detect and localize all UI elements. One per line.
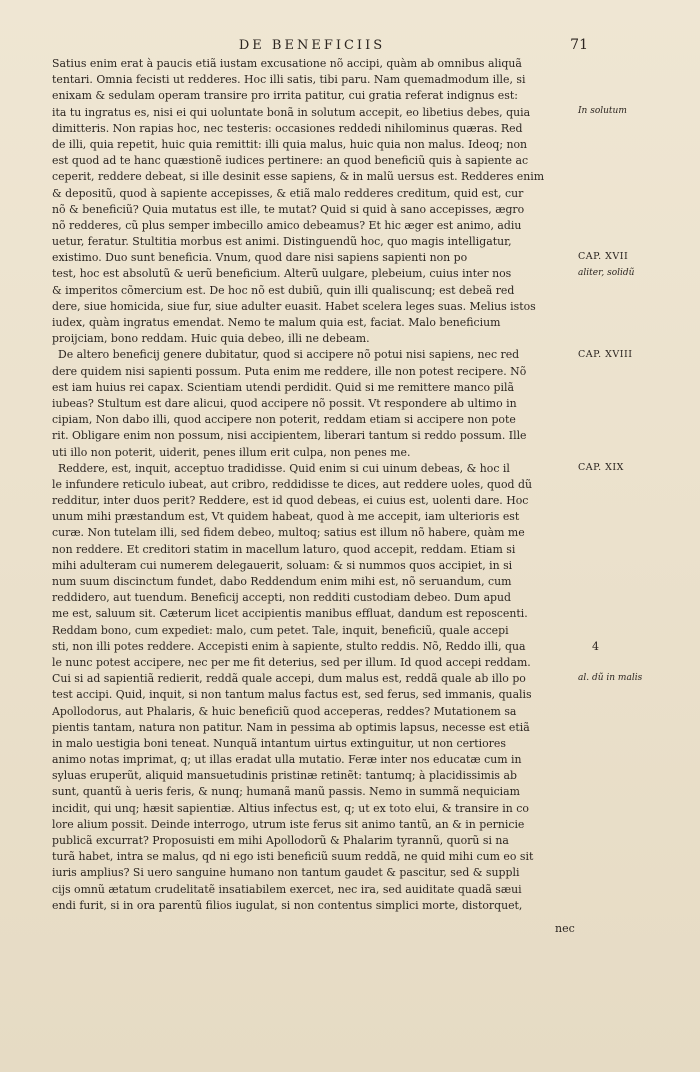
text-line: nõ & beneficiũ? Quia mutatus est ille, te mutat? Quid si quid à sano accepisses, ægro [52, 202, 525, 216]
page-number: 71 [570, 37, 588, 53]
text-line: num suum discinctum fundet, dabo Reddendum enim mihi est, nõ seruandum, cum [52, 575, 512, 588]
text-line: in malo uestigia boni teneat. Nunquã intantum uirtus extinguitur, ut non certiores [52, 736, 506, 750]
text-line: existimo. Duo sunt beneficia. Vnum, quod dare nisi sapiens sapienti non po [52, 251, 468, 265]
text-line: est iam huius rei capax. Scientiam utendi perdidit. Quid si me remittere manco pilã [52, 380, 514, 394]
text-line: tentari. Omnia fecisti ut redderes. Hoc illi satis, tibi paru. Nam quemadmodum ille, si [52, 73, 526, 87]
text-line: mihi adulteram cui numerem delegauerit, soluam: & si nummos quos accipiet, in si [52, 558, 513, 572]
text-line: ita tu ingratus es, nisi ei qui uoluntate bonã in solutum accepit, eo libetius debes, quia [52, 105, 531, 119]
text-line: est quod ad te hanc quæstionẽ iudices pertinere: an quod beneficiũ quis à sapiente ac [52, 154, 529, 168]
text-line: iubeas? Stultum est dare alicui, quod accipere nõ possit. Vt respondere ab ultimo in [52, 396, 517, 410]
text-line: publicã excurrat? Proposuisti em mihi Apollodorũ & Phalarim tyrannũ, quorũ si na [52, 834, 509, 847]
text-line: nõ redderes, cũ plus semper imbecillo amico debeamus? Et hic æger est animo, adiu [52, 218, 522, 232]
text-line: Reddam bono, cum expediet: malo, cum petet. Tale, inquit, beneficiũ, quale accepi [52, 623, 509, 637]
margin-note: aliter, solidũ [578, 267, 635, 278]
text-line: turã habet, intra se malus, qd ni ego isti beneficiũ suum reddã, ne quid mihi cum eo sit [52, 850, 534, 864]
text-line: & depositũ, quod à sapiente accepisses, & etiã malo redderes creditum, quid est, cur [52, 186, 524, 200]
margin-note: al. dũ in malis [578, 672, 643, 683]
text-line: endi furit, si in ora parentũ filios iugulat, si non contentus simplici morte, distorquet, [52, 898, 523, 912]
text-line: proijciam, bono reddam. Huic quia debeo, illi ne debeam. [52, 332, 370, 346]
text-line: cipiam, Non dabo illi, quod accipere non poterit, reddam etiam si accipere non pote [52, 413, 516, 427]
text-line: de illi, quia repetit, huic quia remittit: illi quia malus, huic quia non malus. Ideoq; non [52, 137, 528, 151]
text-line: pientis tantam, natura non patitur. Nam in pessima ab optimis lapsus, necesse est etiã [52, 720, 530, 734]
text-line: curæ. Non tutelam illi, sed fidem debeo, multoq; satius est illum nõ habere, quàm me [52, 526, 525, 540]
text-line: enixam & sedulam operam transire pro irrita patitur, cui gratia referat indignus est: [52, 89, 518, 103]
text-line: me est, saluum sit. Cæterum licet accipientis manibus effluat, dandum est reposcenti. [52, 607, 528, 621]
text-line: Reddere, est, inquit, acceptuo tradidisse. Quid enim si cui uinum debeas, & hoc il [58, 461, 510, 475]
text-line: test accipi. Quid, inquit, si non tantum malus factus est, sed ferus, sed immanis, qualis [52, 688, 532, 702]
text-line: non reddere. Et creditori statim in macellum laturo, quod accepit, reddam. Etiam si [52, 542, 516, 556]
text-line: Cui si ad sapientiã redierit, reddã quale accepi, dum malus est, reddã quale ab illo po [52, 672, 526, 686]
text-line: le infundere reticulo iubeat, aut cribro, reddidisse te dices, aut reddere uoles, quod dũ [52, 477, 532, 491]
text-line: dimitteris. Non rapias hoc, nec testeris: occasiones reddedi nihilominus quæras. Red [52, 121, 523, 135]
text-line: rit. Obligare enim non possum, nisi accipientem, liberari tantum si reddo possum. Ille [52, 429, 527, 443]
text-line: sunt, quantũ à ueris feris, & nunq; humanã manũ passis. Nemo in summã nequiciam [52, 785, 520, 799]
text-line: dere quidem nisi sapienti possum. Puta enim me reddere, ille non potest recipere. Nõ [52, 364, 527, 378]
chapter-heading: CAP. XIX [578, 462, 624, 473]
text-line: syluas eruperũt, aliquid mansuetudinis pristinæ retinẽt: tantumq; à placidissimis ab [52, 769, 517, 783]
text-line: uti illo non poterit, uiderit, penes illum erit culpa, non penes me. [52, 445, 411, 459]
text-line: dere, siue homicida, siue fur, siue adulter euasit. Habet scelera leges suas. Melius istos [52, 299, 536, 313]
margin-note: In solutum [578, 105, 627, 116]
catchword: nec [555, 922, 575, 935]
text-line: test, hoc est absolutũ & uerũ beneficium. Alterũ uulgare, plebeium, cuius inter nos [52, 267, 512, 281]
text-line: iuris amplius? Si uero sanguine humano non tantum gaudet & pascitur, sed & suppli [52, 866, 520, 880]
text-line: De altero beneficij genere dubitatur, quod si accipere nõ potui nisi sapiens, nec red [58, 348, 520, 362]
text-line: incidit, qui unq; hæsit sapientiæ. Altius infectus est, q; ut ex toto elui, & transire in co [52, 801, 529, 815]
chapter-heading: CAP. XVII [578, 251, 629, 263]
text-line: uetur, feratur. Stultitia morbus est animi. Distinguendũ hoc, quo magis intelligatur, [52, 235, 512, 249]
chapter-heading: CAP. XVIII [578, 348, 633, 360]
text-line: lore alium possit. Deinde interrogo, utrum iste ferus sit animo tantũ, an & in pernicie [52, 817, 525, 831]
text-line: sti, non illi potes reddere. Accepisti enim à sapiente, stulto reddis. Nõ, Reddo illi, qua [52, 639, 526, 653]
text-line: le nunc potest accipere, nec per me fit deterius, sed per illum. Id quod accepi reddam. [52, 655, 531, 669]
margin-note: 4 [592, 640, 599, 654]
text-line: ceperit, reddere debeat, si ille desinit esse sapiens, & in malũ uersus est. Redderes enim [52, 170, 545, 184]
text-line: & imperitos cõmercium est. De hoc nõ est dubiũ, quin illi qualiscunq; est debeã red [52, 283, 515, 297]
text-line: animo notas imprimat, q; ut illas eradat ulla mutatio. Feræ inter nos educatæ cum in [52, 753, 522, 767]
text-line: reddidero, aut tuendum. Beneficij accepti, non redditi custodiam debeo. Dum apud [52, 591, 512, 605]
text-line: Apollodorus, aut Phalaris, & huic beneficiũ quod acceperas, reddes? Mutationem sa [52, 704, 517, 718]
text-line: cijs omnũ ætatum crudelitatẽ insatiabilem exercet, nec ira, sed auiditate quadã sæui [52, 882, 522, 896]
text-line: redditur, inter duos perit? Reddere, est id quod debeas, ei cuius est, uolenti dare. Hoc [52, 494, 529, 508]
running-title: DE BENEFICIIS [238, 38, 386, 53]
text-line: iudex, quàm ingratus emendat. Nemo te malum quia est, faciat. Malo beneficium [52, 316, 501, 329]
body-text [52, 56, 574, 914]
text-line: Satius enim erat à paucis etiã iustam excusatione nõ accipi, quàm ab omnibus aliquã [52, 57, 522, 70]
text-line: unum mihi præstandum est, Vt quidem habeat, quod à me accepit, iam ulterioris est [52, 510, 520, 524]
